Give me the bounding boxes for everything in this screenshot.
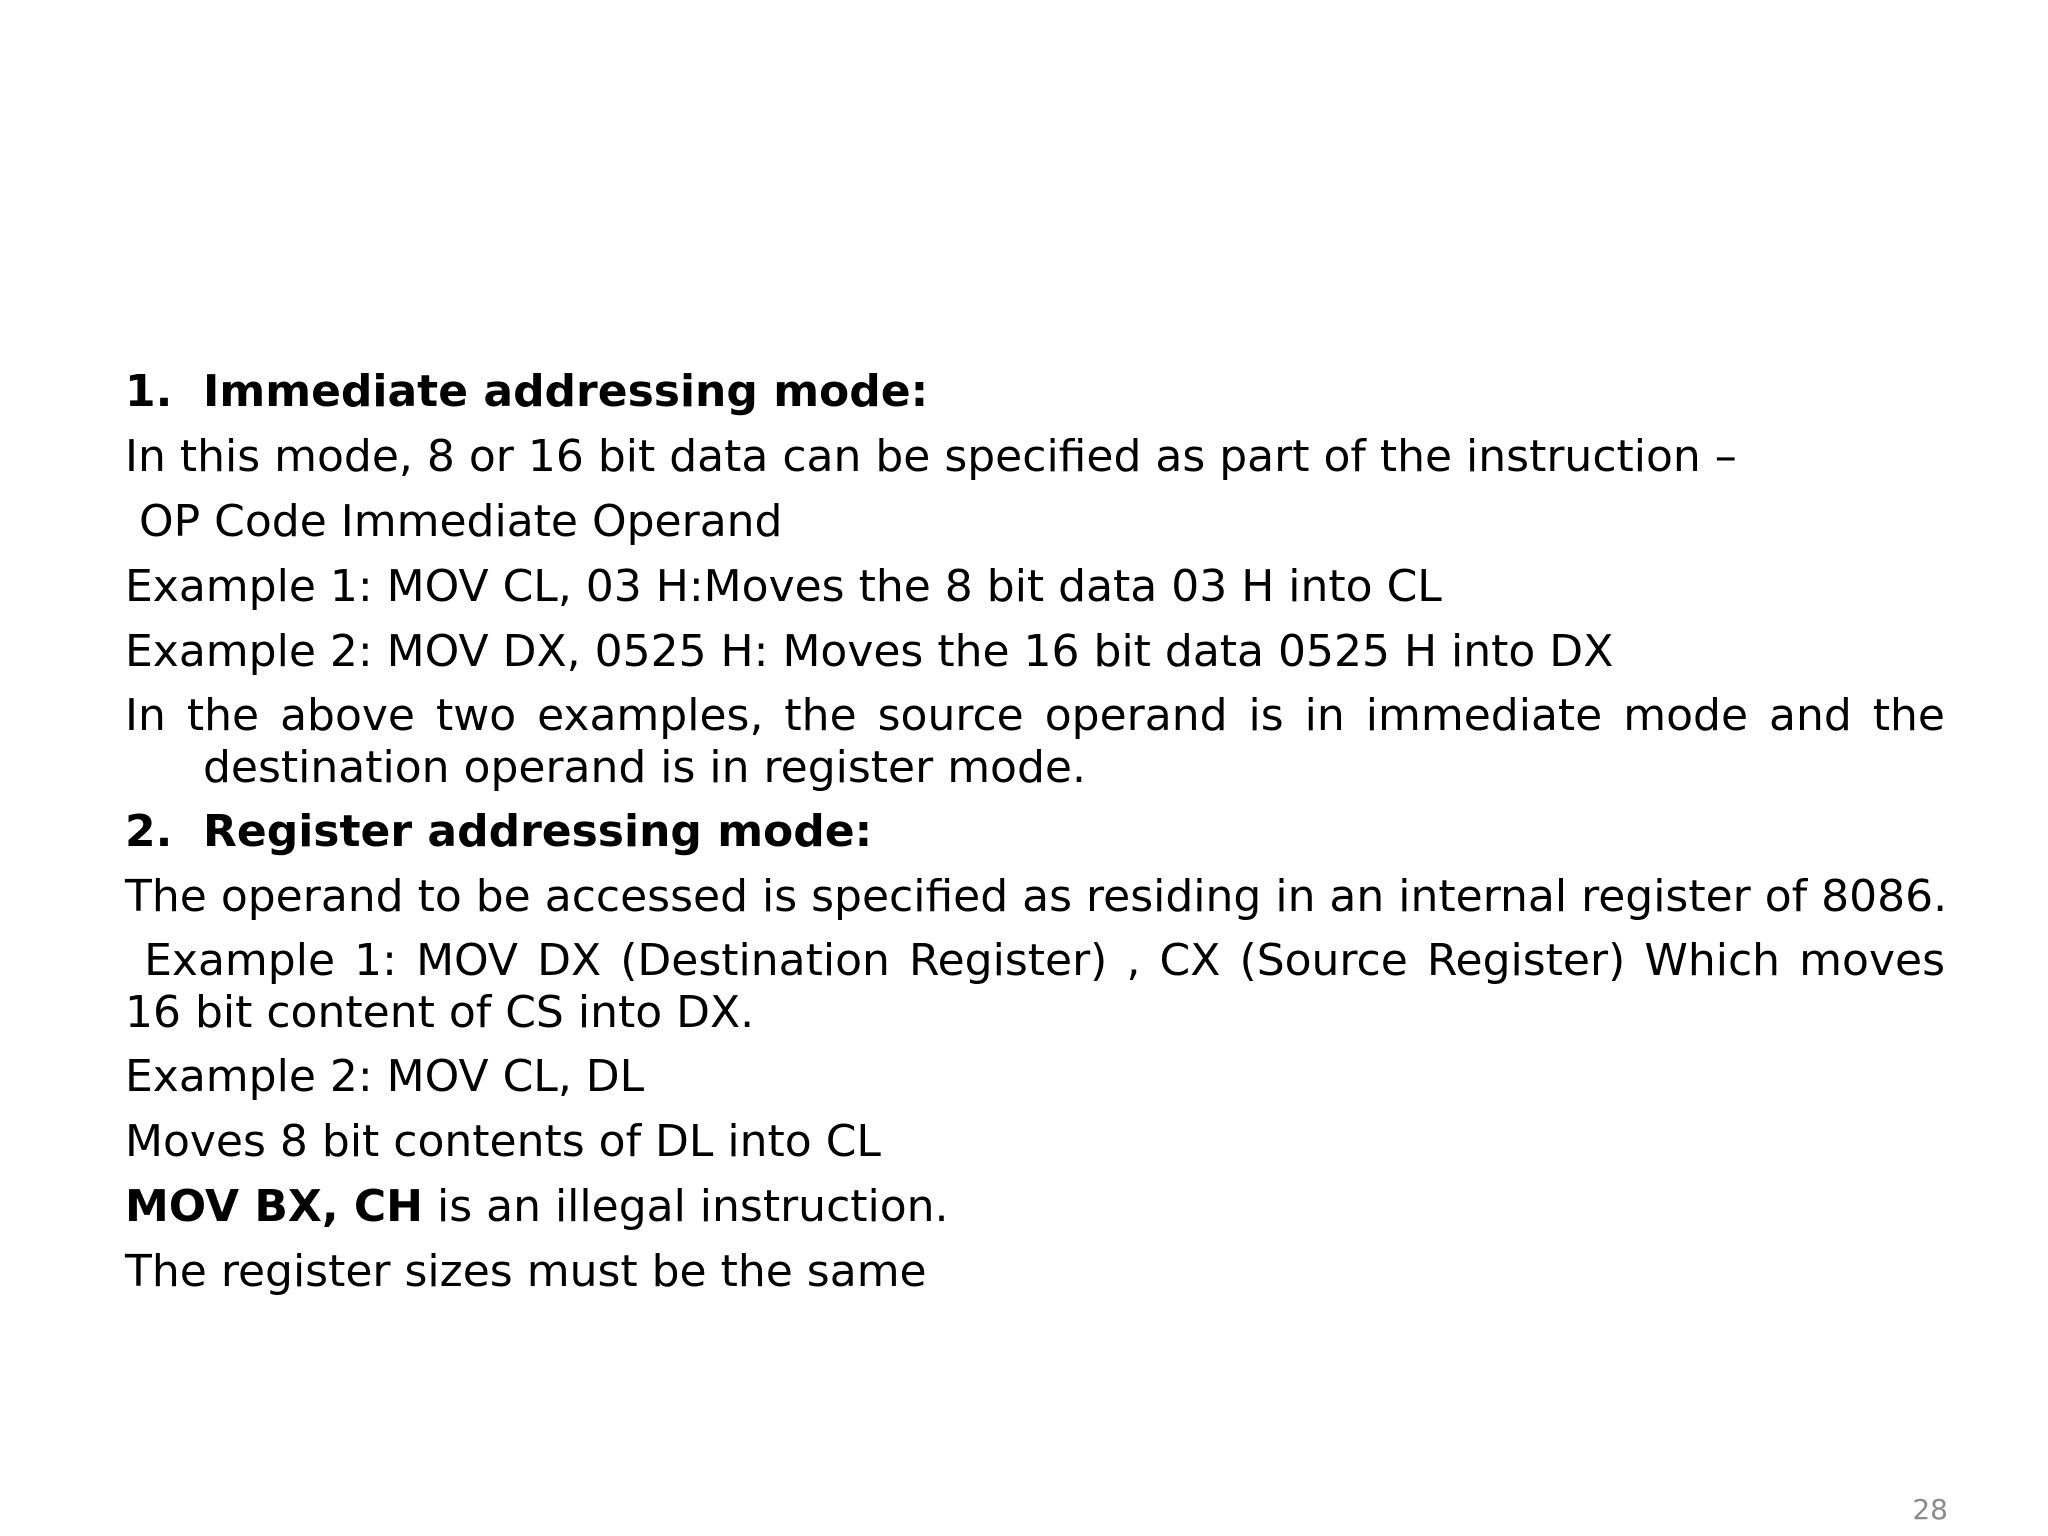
register-example-1 [125, 935, 1945, 1039]
register-example-1-text: Example 1: MOV DX (Destination Register) , CX (Source Register) Which moves 16 bit content of CS into DX. [125, 935, 1945, 1038]
section-title: Register addressing mode: [203, 806, 873, 857]
section-number: 1. [125, 366, 173, 417]
register-size-rule: The register sizes must be the same [125, 1246, 927, 1297]
register-example-2-desc: Moves 8 bit contents of DL into CL [125, 1116, 881, 1167]
immediate-description: In this mode, 8 or 16 bit data can be specified as part of the instruction – [125, 431, 1737, 482]
register-example-2: Example 2: MOV CL, DL [125, 1051, 645, 1102]
section-heading-immediate [125, 365, 1945, 419]
immediate-example-2: Example 2: MOV DX, 0525 H: Moves the 16 bit data 0525 H into DX [125, 626, 1614, 677]
illegal-instruction-text: is an illegal instruction. [423, 1181, 949, 1232]
section-heading-register [125, 805, 1945, 859]
illegal-instruction-line [125, 1180, 1945, 1234]
page-number: 28 [1912, 1493, 1948, 1526]
slide-body [125, 365, 1948, 1310]
illegal-instruction-code: MOV BX, CH [125, 1181, 423, 1232]
register-description: The operand to be accessed is specified as residing in an internal register of 8086. [125, 871, 1948, 922]
section-number: 2. [125, 806, 173, 857]
section-title: Immediate addressing mode: [203, 366, 929, 417]
immediate-format: OP Code Immediate Operand [139, 496, 783, 547]
immediate-note: In the above two examples, the source operand is in immediate mode and the destination operand is in register mode. [125, 690, 1945, 793]
immediate-example-1: Example 1: MOV CL, 03 H:Moves the 8 bit data 03 H into CL [125, 561, 1442, 612]
